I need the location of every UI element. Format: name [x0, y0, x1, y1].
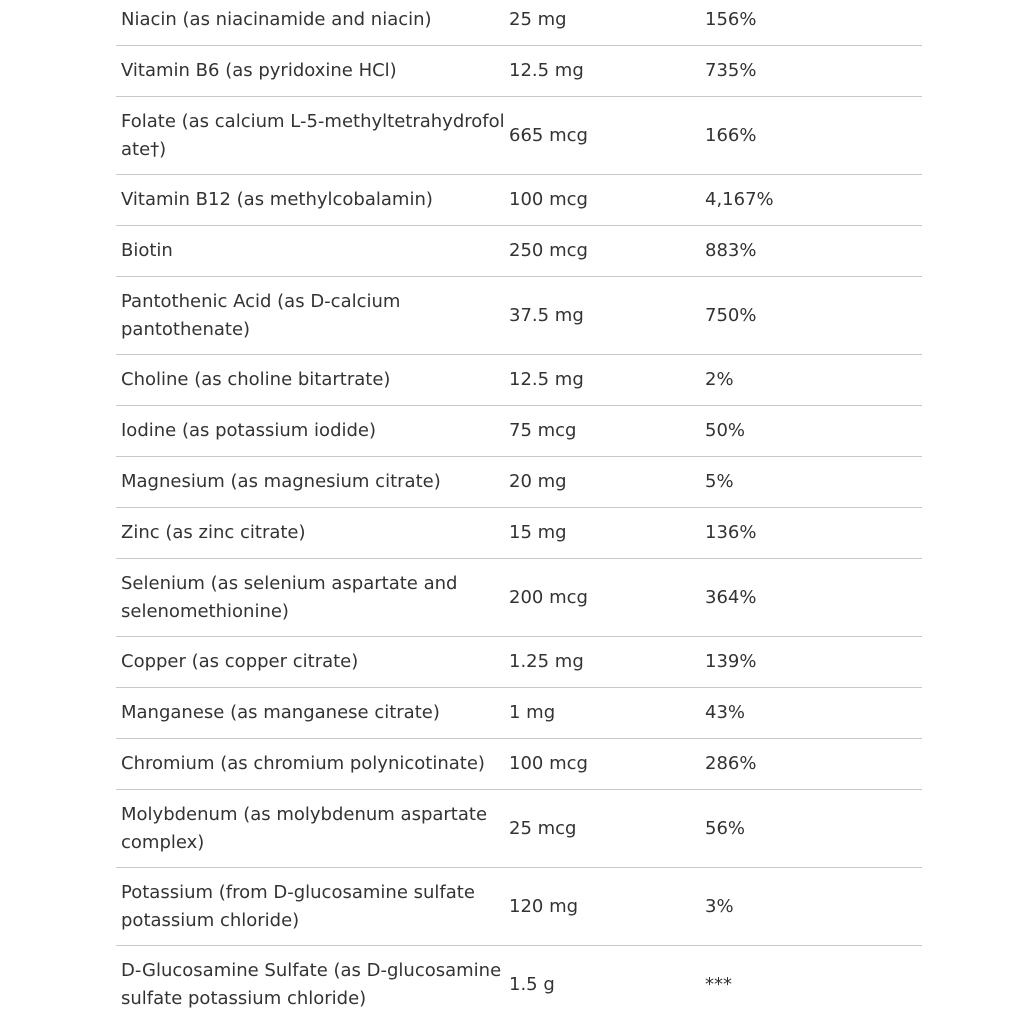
nutrient-name: Selenium (as selenium aspartate and selenomethionine)	[121, 572, 458, 622]
supplement-facts-table	[116, 0, 922, 1024]
daily-value: 136%	[705, 522, 757, 543]
daily-value: 166%	[705, 124, 757, 146]
table-row	[116, 688, 922, 739]
amount-per-serving: 665 mcg	[509, 124, 588, 146]
daily-value: 750%	[705, 304, 757, 326]
table-row	[116, 46, 922, 97]
amount-per-serving: 200 mcg	[509, 586, 588, 608]
amount-per-serving: 25 mg	[509, 9, 567, 30]
daily-value: 3%	[705, 895, 734, 917]
nutrient-name: Biotin	[121, 240, 173, 261]
table-row	[116, 355, 922, 406]
amount-per-serving: 100 mcg	[509, 189, 588, 210]
amount-per-serving: 25 mcg	[509, 817, 577, 839]
nutrient-name: Manganese (as manganese citrate)	[121, 702, 440, 723]
daily-value: 5%	[705, 471, 734, 492]
amount-per-serving: 120 mg	[509, 895, 579, 917]
daily-value: 286%	[705, 753, 757, 774]
table-row	[116, 97, 922, 175]
nutrient-name: Choline (as choline bitartrate)	[121, 369, 391, 390]
table-row	[116, 739, 922, 790]
daily-value: 139%	[705, 651, 757, 672]
table-row	[116, 226, 922, 277]
amount-per-serving: 1 mg	[509, 702, 556, 723]
table-row	[116, 868, 922, 946]
daily-value: 4,167%	[705, 189, 774, 210]
table-row	[116, 790, 922, 868]
daily-value: 43%	[705, 702, 746, 723]
nutrient-name: Iodine (as potassium iodide)	[121, 420, 377, 441]
amount-per-serving: 1.25 mg	[509, 651, 584, 672]
table-row	[116, 946, 922, 1024]
nutrient-name: Pantothenic Acid (as D-calcium pantothenate)	[121, 290, 401, 340]
nutrient-name: Zinc (as zinc citrate)	[121, 522, 306, 543]
table-row	[116, 175, 922, 226]
nutrient-name: D-Glucosamine Sulfate (as D-glucosamine sulfate potassium chloride)	[121, 960, 502, 1009]
table-row	[116, 277, 922, 355]
nutrient-name: Copper (as copper citrate)	[121, 651, 359, 672]
amount-per-serving: 75 mcg	[509, 420, 577, 441]
nutrient-name: Vitamin B6 (as pyridoxine HCl)	[121, 60, 397, 81]
nutrient-name: Magnesium (as magnesium citrate)	[121, 471, 441, 492]
amount-per-serving: 250 mcg	[509, 240, 588, 261]
amount-per-serving: 100 mcg	[509, 753, 588, 774]
daily-value: 56%	[705, 817, 746, 839]
table-row	[116, 637, 922, 688]
table-row	[116, 0, 922, 46]
nutrient-name: Vitamin B12 (as methylcobalamin)	[121, 189, 433, 210]
nutrient-name: Folate (as calcium L-5-methyltetrahydrofolate†)	[121, 110, 505, 160]
nutrient-name: Molybdenum (as molybdenum aspartate complex)	[121, 803, 488, 853]
nutrient-name: Niacin (as niacinamide and niacin)	[121, 9, 432, 30]
amount-per-serving: 37.5 mg	[509, 304, 584, 326]
daily-value: 735%	[705, 60, 757, 81]
daily-value: 883%	[705, 240, 757, 261]
daily-value: 156%	[705, 9, 757, 30]
table-row	[116, 406, 922, 457]
amount-per-serving: 15 mg	[509, 522, 567, 543]
daily-value: 364%	[705, 586, 757, 608]
amount-per-serving: 12.5 mg	[509, 369, 584, 390]
amount-per-serving: 1.5 g	[509, 974, 555, 995]
table-row	[116, 457, 922, 508]
nutrient-name: Chromium (as chromium polynicotinate)	[121, 753, 485, 774]
daily-value: 50%	[705, 420, 746, 441]
table-row	[116, 559, 922, 637]
daily-value: ***	[705, 974, 732, 995]
amount-per-serving: 12.5 mg	[509, 60, 584, 81]
daily-value: 2%	[705, 369, 734, 390]
amount-per-serving: 20 mg	[509, 471, 567, 492]
table-row	[116, 508, 922, 559]
nutrient-name: Potassium (from D-glucosamine sulfate potassium chloride)	[121, 881, 475, 931]
